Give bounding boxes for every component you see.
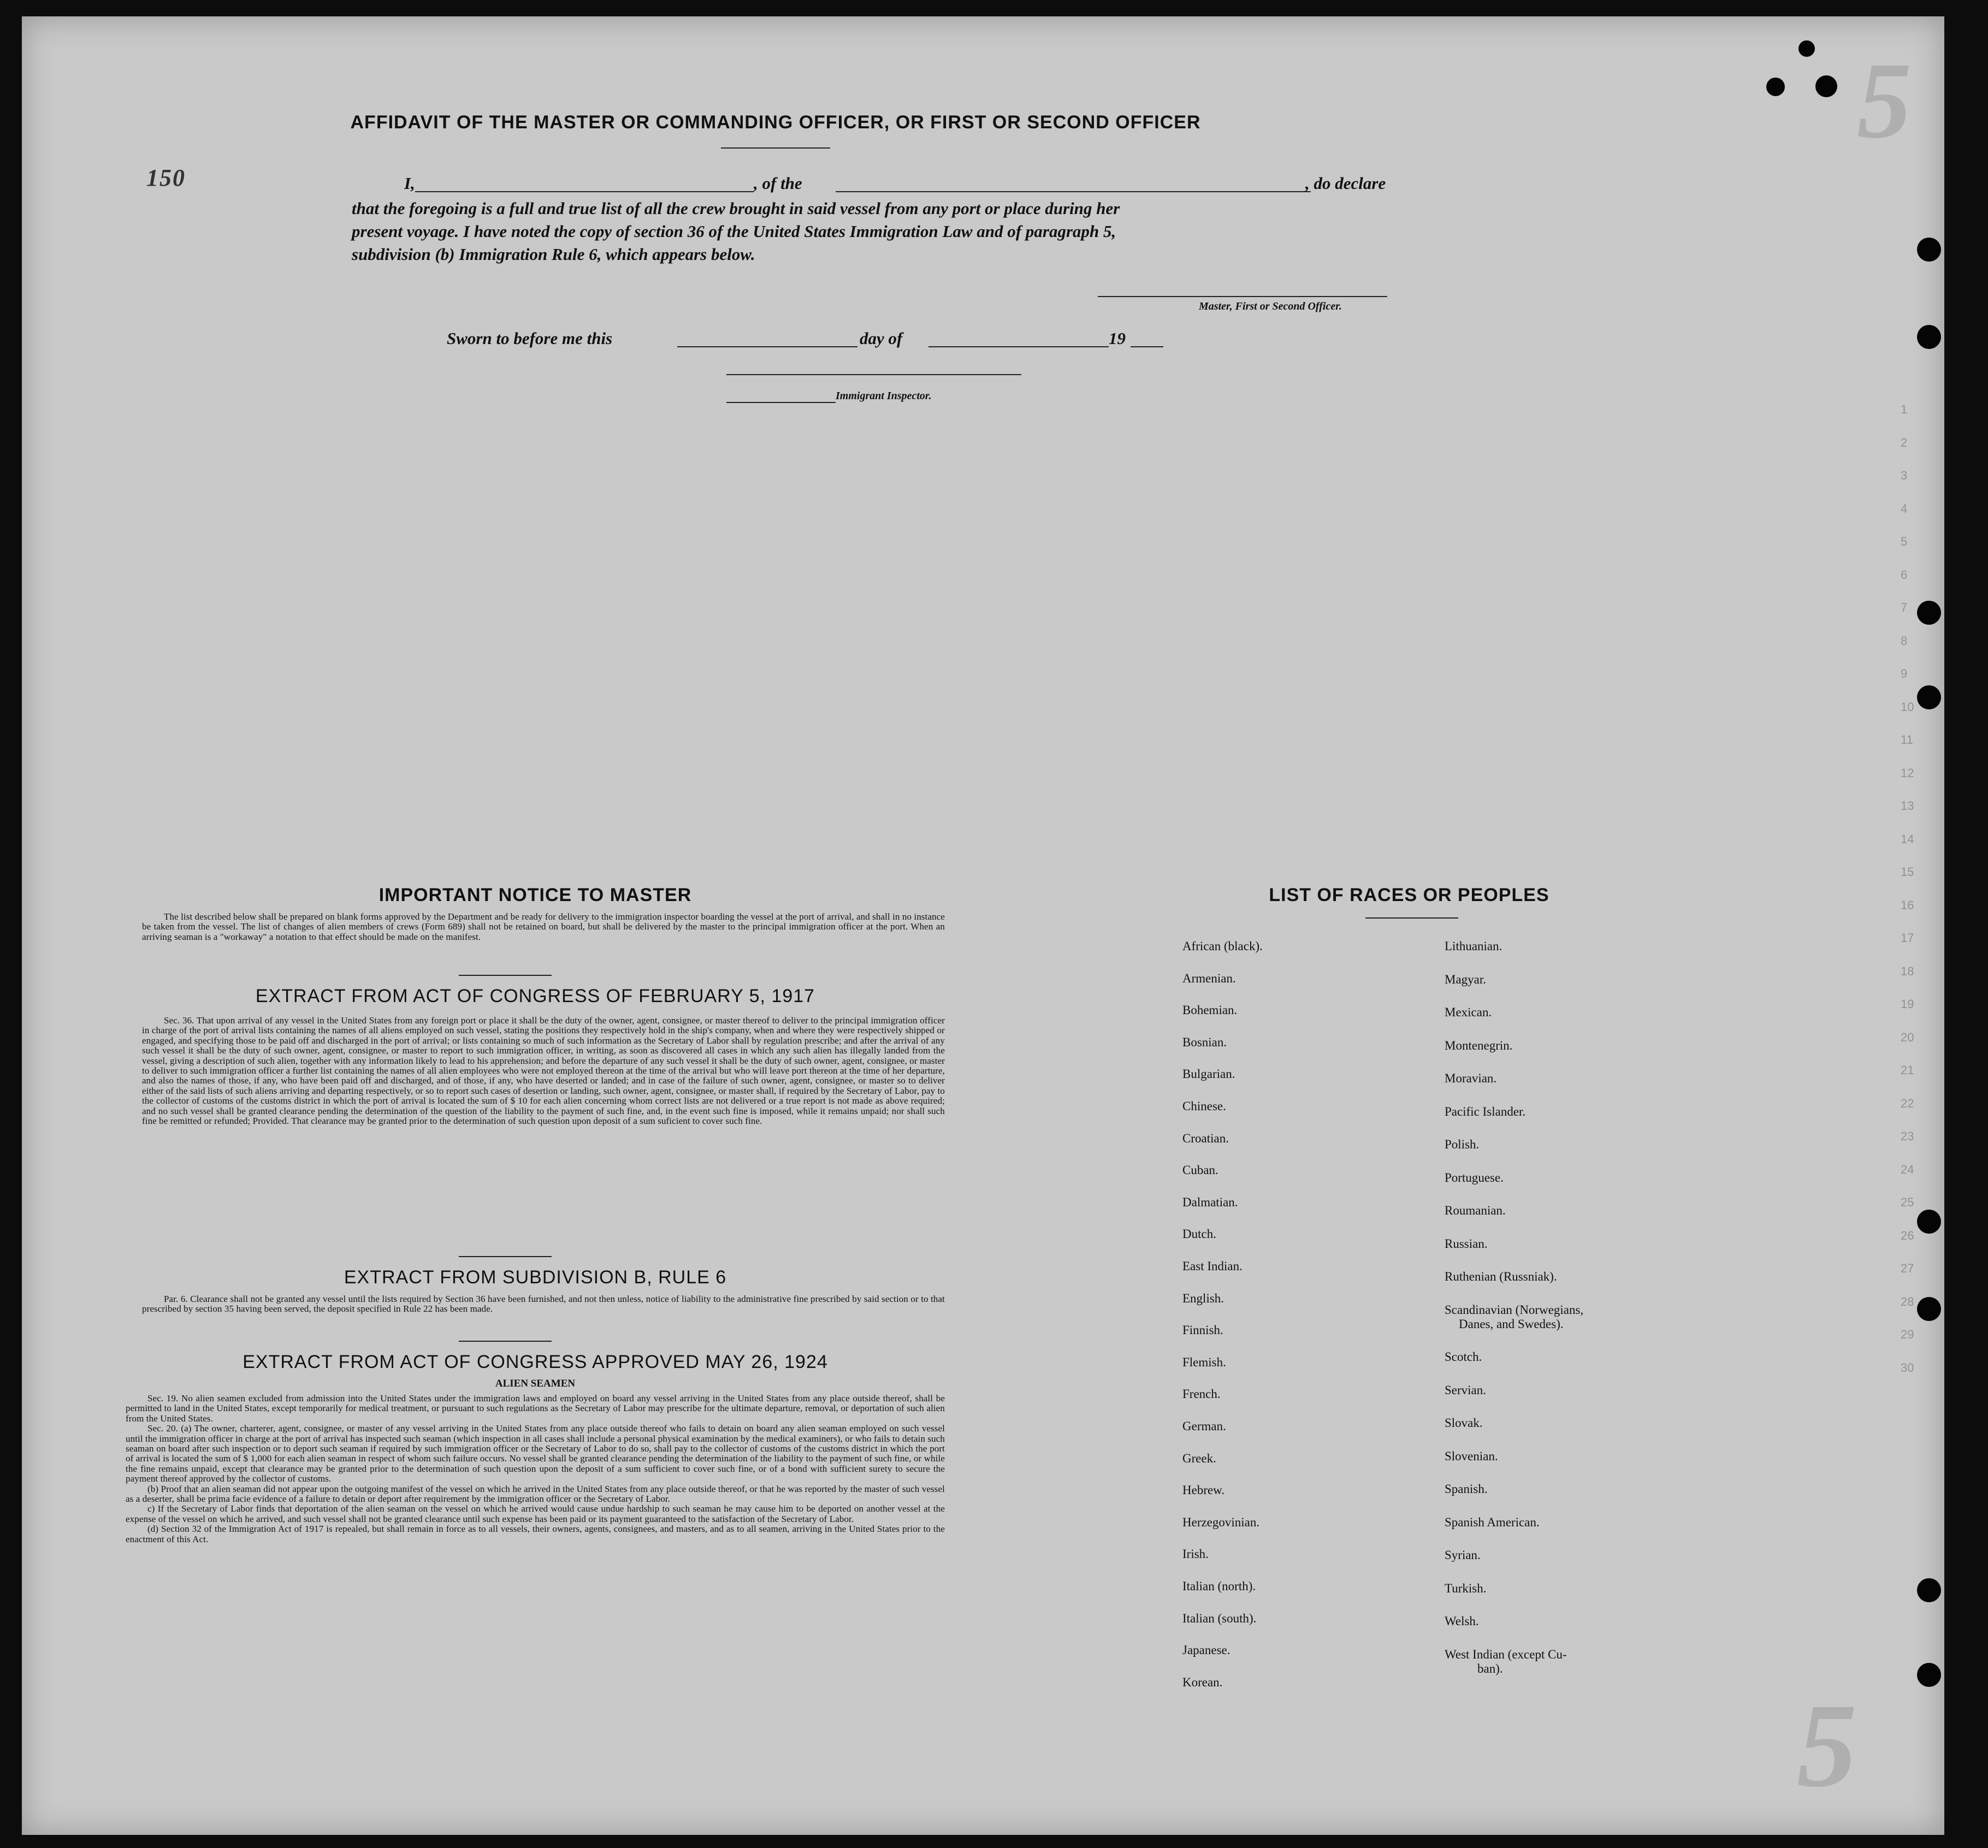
signature-caption: Master, First or Second Officer. [1199,300,1342,312]
inspector-short-line [726,402,836,403]
divider [459,975,552,976]
race-item: Bohemian. [1182,1003,1238,1017]
race-item: Italian (south). [1182,1611,1257,1625]
extract-rule6-title: EXTRACT FROM SUBDIVISION B, RULE 6 [344,1267,727,1288]
race-item: Roumanian. [1445,1204,1506,1217]
margin-row-number: 17 [1901,931,1914,945]
race-item: Finnish. [1182,1323,1223,1337]
signature-line [1098,296,1387,297]
punch-hole [1917,325,1941,349]
punch-hole [1917,1578,1941,1602]
punch-hole [1815,75,1837,97]
document-sheet [22,16,1944,1835]
margin-row-number: 20 [1901,1030,1914,1044]
margin-row-number: 23 [1901,1129,1914,1143]
race-item: East Indian. [1182,1259,1242,1273]
race-item: Lithuanian. [1445,939,1502,953]
race-item: Dalmatian. [1182,1195,1238,1209]
sworn-day-blank [677,346,857,347]
margin-row-number: 24 [1901,1162,1914,1176]
race-item: Italian (north). [1182,1579,1256,1593]
sworn-label: Sworn to before me this [447,329,613,348]
race-item: Slovak. [1445,1416,1483,1430]
affidavit-body-line: subdivision (b) Immigration Rule 6, which appears below. [352,245,755,264]
punch-hole [1917,1663,1941,1687]
name-blank [415,191,754,192]
extract-1924-subtitle: ALIEN SEAMEN [495,1378,576,1389]
margin-mark: 150 [146,164,186,191]
margin-row-number: 11 [1901,733,1913,747]
race-item: German. [1182,1419,1226,1433]
margin-row-number: 25 [1901,1195,1914,1209]
margin-row-number: 14 [1901,832,1914,846]
margin-row-number: 12 [1901,766,1914,780]
punch-hole [1766,78,1785,96]
race-item: Korean. [1182,1675,1223,1689]
race-item: Spanish. [1445,1482,1488,1496]
margin-row-numbers [1901,393,1922,1384]
race-item: Mexican. [1445,1005,1492,1019]
margin-row-number: 10 [1901,700,1914,714]
punch-hole [1798,40,1815,57]
sworn-year-label: 19 [1109,329,1126,348]
inspector-caption: Immigrant Inspector. [836,390,932,402]
extract-rule6-body: Par. 6. Clearance shall not be granted any vessel until the lists required by Section 36 have been furnished, and not then unless, notice of liability to the administrative fine prescribed by said section or to that prescribed by section 35 having been served, the deposit specified in Rule 22 has been made. [142,1294,945,1314]
race-item: Bosnian. [1182,1035,1227,1049]
divider [1365,917,1458,919]
punch-hole [1917,238,1941,262]
reverse-page-number-bottom: 5 [1797,1679,1857,1812]
sworn-year-blank [1131,346,1163,347]
margin-row-number: 21 [1901,1063,1914,1077]
race-item: Chinese. [1182,1099,1226,1113]
race-item: Montenegrin. [1445,1038,1513,1052]
race-item: Ruthenian (Russniak). [1445,1270,1557,1283]
affidavit-do-declare-label: , do declare [1305,174,1386,193]
race-item: Russian. [1445,1236,1488,1251]
race-item: Moravian. [1445,1071,1497,1085]
race-item: Turkish. [1445,1581,1487,1595]
race-item: Spanish American. [1445,1515,1540,1529]
races-title: LIST OF RACES OR PEOPLES [1269,885,1549,905]
vessel-blank [836,191,1311,192]
margin-row-number: 5 [1901,535,1908,548]
notice-body: The list described below shall be prepared on blank forms approved by the Department and be ready for delivery to the immigration inspector boarding the vessel at the port of arrival, and shall in no instance be taken from the vessel. The list of changes of alien members of crews (Form 689) shall not be retained on board, but shall be delivered by the master to the principal immigration officer at the port. When an arriving seaman is a "workaway" a notation to that effect should be made on the manifest. [142,911,945,942]
race-item: Cuban. [1182,1163,1218,1177]
affidavit-i-label: I, [404,174,415,193]
margin-row-number: 28 [1901,1294,1914,1308]
margin-row-number: 29 [1901,1328,1914,1341]
extract-1924-title: EXTRACT FROM ACT OF CONGRESS APPROVED MAY 26, 1924 [242,1352,828,1372]
inspector-signature-line [726,374,1021,375]
race-item: Irish. [1182,1547,1209,1561]
race-item: Portuguese. [1445,1170,1504,1184]
extract-1917-title: EXTRACT FROM ACT OF CONGRESS OF FEBRUARY 5, 1917 [255,986,815,1006]
reverse-page-number-top: 5 [1857,40,1912,161]
race-item: Dutch. [1182,1227,1216,1241]
divider [459,1256,552,1257]
margin-row-number: 6 [1901,567,1908,582]
margin-row-number: 1 [1901,402,1908,416]
divider [459,1341,552,1342]
affidavit-body-line: present voyage. I have noted the copy of section 36 of the United States Immigration Law and of paragraph 5, [352,222,1116,241]
race-item: Scotch. [1445,1350,1482,1364]
margin-row-number: 27 [1901,1261,1914,1275]
race-item: Hebrew. [1182,1483,1225,1497]
race-item: Flemish. [1182,1355,1226,1369]
margin-row-number: 9 [1901,667,1908,680]
race-item: Armenian. [1182,971,1236,985]
margin-row-number: 30 [1901,1360,1914,1375]
affidavit-of-the-label: , of the [754,174,802,193]
margin-row-number: 26 [1901,1228,1914,1242]
race-item: Bulgarian. [1182,1067,1235,1081]
race-item: English. [1182,1291,1224,1305]
margin-row-number: 4 [1901,501,1908,516]
race-item: Slovenian. [1445,1449,1498,1463]
sworn-day-label: day of [860,329,903,348]
notice-title: IMPORTANT NOTICE TO MASTER [378,885,692,905]
race-item: Scandinavian (Norwegians, [1445,1302,1584,1317]
race-item: Danes, and Swedes). [1459,1317,1564,1331]
margin-row-number: 16 [1901,898,1914,912]
race-item: Welsh. [1445,1614,1479,1628]
margin-row-number: 3 [1901,469,1908,482]
margin-row-number: 18 [1901,964,1914,978]
race-item: Herzegovinian. [1182,1515,1260,1529]
race-item: French. [1182,1387,1221,1401]
margin-row-number: 22 [1901,1096,1914,1110]
race-item: Polish. [1445,1138,1480,1151]
margin-row-number: 13 [1901,799,1914,813]
divider [721,147,830,149]
extract-1917-body: Sec. 36. That upon arrival of any vessel in the United States from any foreign port or place it shall be the duty of the owner, agent, consignee, or master thereof to deliver to the principal immigration officer in charge of the port of arrival lists containing the names of all aliens employed on such vessel, stating the positions they respectively hold in the ship's company, when and where they were respectively shipped or engaged, and specifying those to be paid off and discharged in the port of arrival; or lists containing so much of such information as the Secretary of Labor shall by regulation prescribe; and after the arrival of any such vessel it shall be the duty of such owner, agent, consignee, or master to report to such immigration officer, in writing, as soon as discovered all cases in which any such alien has illegally landed from the vessel, giving a description of such alien, together with any information likely to lead to his apprehension; and before the departure of any such vessel it shall be the duty of such owner, agent, consignee, or master to deliver to such immigration officer a further list containing the names of all alien employees who were not employed thereon at the time of the arrival but who will leave port thereon at the time of her departure, and also the names of those, if any, who have been paid off and discharged, and of those, if any, who have deserted or landed; and in case of the failure of such owner, agent, consignee, or master so to deliver either of the said lists of such aliens arriving and departing respectively, or so to report such cases of desertion or landing, such owner, agent, consignee, or master shall, if required by the Secretary of Labor, pay to the collector of customs of the customs district in which the port of arrival is located the sum of $ 10 for each alien concerning whom correct lists are not delivered or a true report is not made as above required; and no such vessel shall be granted clearance pending the determination of the question of the liability to the payment of such fine, and, in the event such fine is imposed, while it remains unpaid; nor shall such fine be remitted or refunded; Provided. That clearance may be granted prior to the determination of such question upon deposit of a sum suficient to cover such fine. [142,1015,945,1127]
race-item: Magyar. [1445,972,1487,986]
race-item: Greek. [1182,1451,1216,1465]
race-item: African (black). [1182,939,1263,953]
margin-row-number: 15 [1901,865,1914,879]
extract-1924-body: Sec. 19. No alien seamen excluded from admission into the United States under the immigration laws and employed on board any vessel arriving in the United States from any place outside thereof, shall be permitted to land in the United States, except temporarily for medical treatment, or pursuant to such regulations as the Secretary of Labor may prescribe for the ultimate departure, removal, or deportation of such alien from the United States. Sec. 20. (a) The owner, charterer, agent, consignee, or master of any vessel arriving in the United States from any place outside thereof who fails to detain on board any alien seaman employed on such vessel until the immigration officer in charge at the port of arrival has inspected such seaman (which inspection in all cases shall include a personal physical examination by the medical examiners), or who fails to detain such seaman on board after such inspection or to deport such seaman if required by such immigration officer or the Secretary of Labor to do so, shall pay to the collector of customs of the customs district in which the port of arrival is located the sum of $ 1,000 for each alien seaman in respect of whom such failure occurs. No vessel shall be granted clearance pending the determination of the liability to the payment of such fine, or while the fine remains unpaid, except that clearance may be granted prior to the determination of such question upon the deposit of a sum sufficient to cover such fine, or of a bond with sufficient surety to secure the payment thereof approved by the collector of customs. (b) Proof that an alien seaman did not appear upon the outgoing manifest of the vessel on which he arrived in the United States from any place outside thereof, or that he was reported by the master of such vessel as a deserter, shall be prima facie evidence of a failure to detain or deport after requirement by the immigration officer or the Secretary of Labor. c) If the Secretary of Labor finds that deportation of the alien seaman on the vessel on which he arrived would cause undue hardship to such seaman he may cause him to be deported on another vessel at the expense of the vessel on which he arrived, and such vessel shall not be granted clearance until such expense has been paid or its payment guaranteed to the satisfaction of the Secretary of Labor. (d) Section 32 of the Immigration Act of 1917 is repealed, but shall remain in force as to all vessels, their owners, agents, consignees, and masters, and as to all seamen, arriving in the United States prior to the enactment of this Act. [126,1393,945,1544]
race-item: Syrian. [1445,1548,1481,1562]
race-item: Pacific Islander. [1445,1104,1526,1118]
affidavit-title: AFFIDAVIT OF THE MASTER OR COMMANDING OFFICER, OR FIRST OR SECOND OFFICER [350,112,1201,133]
sworn-month-blank [928,346,1109,347]
race-item: Servian. [1445,1383,1487,1397]
margin-row-number: 8 [1901,633,1908,648]
race-item: ban). [1477,1661,1503,1675]
affidavit-body-line: that the foregoing is a full and true list of all the crew brought in said vessel from any port or place during her [352,199,1120,218]
margin-row-number: 2 [1901,435,1908,449]
race-item: West Indian (except Cu- [1445,1647,1567,1661]
margin-row-number: 19 [1901,997,1914,1011]
race-item: Croatian. [1182,1131,1229,1145]
margin-row-number: 7 [1901,601,1908,614]
race-item: Japanese. [1182,1643,1230,1657]
